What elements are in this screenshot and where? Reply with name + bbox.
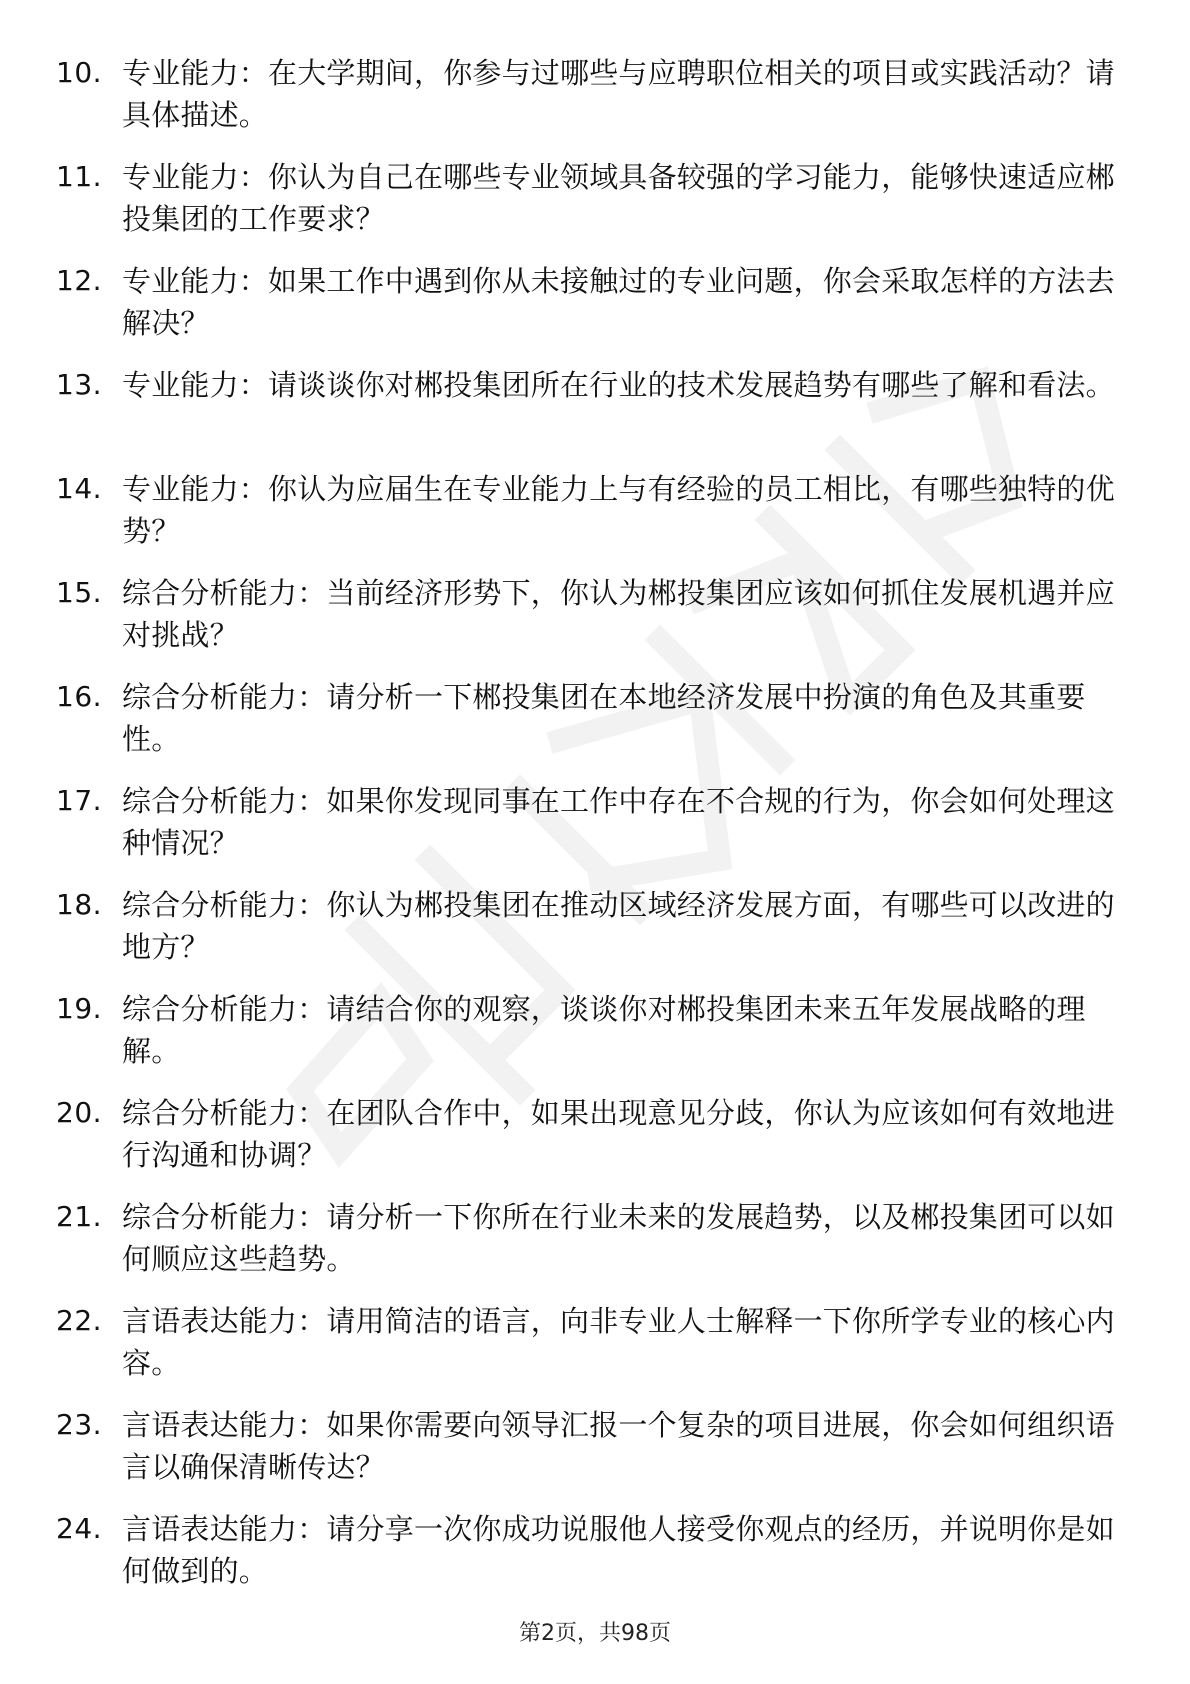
list-item xyxy=(56,52,1136,156)
question-number: 16. xyxy=(56,680,103,713)
list-item xyxy=(56,260,1136,364)
question-number: 22. xyxy=(56,1304,103,1337)
question-number: 10. xyxy=(56,56,103,89)
question-list xyxy=(56,52,1136,1612)
list-item xyxy=(56,1196,1136,1300)
question-number: 13. xyxy=(56,368,103,401)
question-number: 18. xyxy=(56,888,103,921)
question-text: 专业能力：你认为应届生在专业能力上与有经验的员工相比，有哪些独特的优势？ xyxy=(122,472,1115,548)
question-text: 综合分析能力：你认为郴投集团在推动区域经济发展方面，有哪些可以改进的地方？ xyxy=(122,888,1115,964)
question-number: 24. xyxy=(56,1512,103,1545)
list-item xyxy=(56,676,1136,780)
page-number-label: 第2页，共98页 xyxy=(519,1621,671,1646)
question-text: 专业能力：请谈谈你对郴投集团所在行业的技术发展趋势有哪些了解和看法。 xyxy=(122,368,1115,402)
question-text: 综合分析能力：当前经济形势下，你认为郴投集团应该如何抓住发展机遇并应对挑战？ xyxy=(122,576,1115,652)
list-item xyxy=(56,468,1136,572)
question-text: 言语表达能力：请用简洁的语言，向非专业人士解释一下你所学专业的核心内容。 xyxy=(122,1304,1115,1380)
list-item xyxy=(56,1092,1136,1196)
page-footer xyxy=(0,1619,1190,1649)
question-text: 综合分析能力：在团队合作中，如果出现意见分歧，你认为应该如何有效地进行沟通和协调？ xyxy=(122,1096,1115,1172)
question-number: 19. xyxy=(56,992,103,1025)
list-item xyxy=(56,156,1136,260)
list-item xyxy=(56,1300,1136,1404)
question-text: 综合分析能力：请结合你的观察，谈谈你对郴投集团未来五年发展战略的理解。 xyxy=(122,992,1086,1068)
list-item xyxy=(56,884,1136,988)
question-text: 言语表达能力：如果你需要向领导汇报一个复杂的项目进展，你会如何组织语言以确保清晰传达？ xyxy=(122,1408,1115,1484)
question-number: 14. xyxy=(56,472,103,505)
question-number: 21. xyxy=(56,1200,103,1233)
question-number: 17. xyxy=(56,784,103,817)
list-item xyxy=(56,988,1136,1092)
question-text: 综合分析能力：请分析一下郴投集团在本地经济发展中扮演的角色及其重要性。 xyxy=(122,680,1086,756)
question-text: 言语表达能力：请分享一次你成功说服他人接受你观点的经历，并说明你是如何做到的。 xyxy=(122,1512,1115,1588)
list-item xyxy=(56,780,1136,884)
question-number: 20. xyxy=(56,1096,103,1129)
question-number: 23. xyxy=(56,1408,103,1441)
list-item xyxy=(56,1508,1136,1612)
list-item xyxy=(56,1404,1136,1508)
question-text: 综合分析能力：如果你发现同事在工作中存在不合规的行为，你会如何处理这种情况？ xyxy=(122,784,1115,860)
question-text: 专业能力：你认为自己在哪些专业领域具备较强的学习能力，能够快速适应郴投集团的工作要求？ xyxy=(122,160,1115,236)
question-number: 11. xyxy=(56,160,103,193)
list-item xyxy=(56,572,1136,676)
question-text: 专业能力：在大学期间，你参与过哪些与应聘职位相关的项目或实践活动？请具体描述。 xyxy=(122,56,1115,132)
list-item xyxy=(56,364,1136,468)
question-text: 综合分析能力：请分析一下你所在行业未来的发展趋势，以及郴投集团可以如何顺应这些趋势。 xyxy=(122,1200,1115,1276)
question-text: 专业能力：如果工作中遇到你从未接触过的专业问题，你会采取怎样的方法去解决？ xyxy=(122,264,1115,340)
question-number: 15. xyxy=(56,576,103,609)
question-number: 12. xyxy=(56,264,103,297)
